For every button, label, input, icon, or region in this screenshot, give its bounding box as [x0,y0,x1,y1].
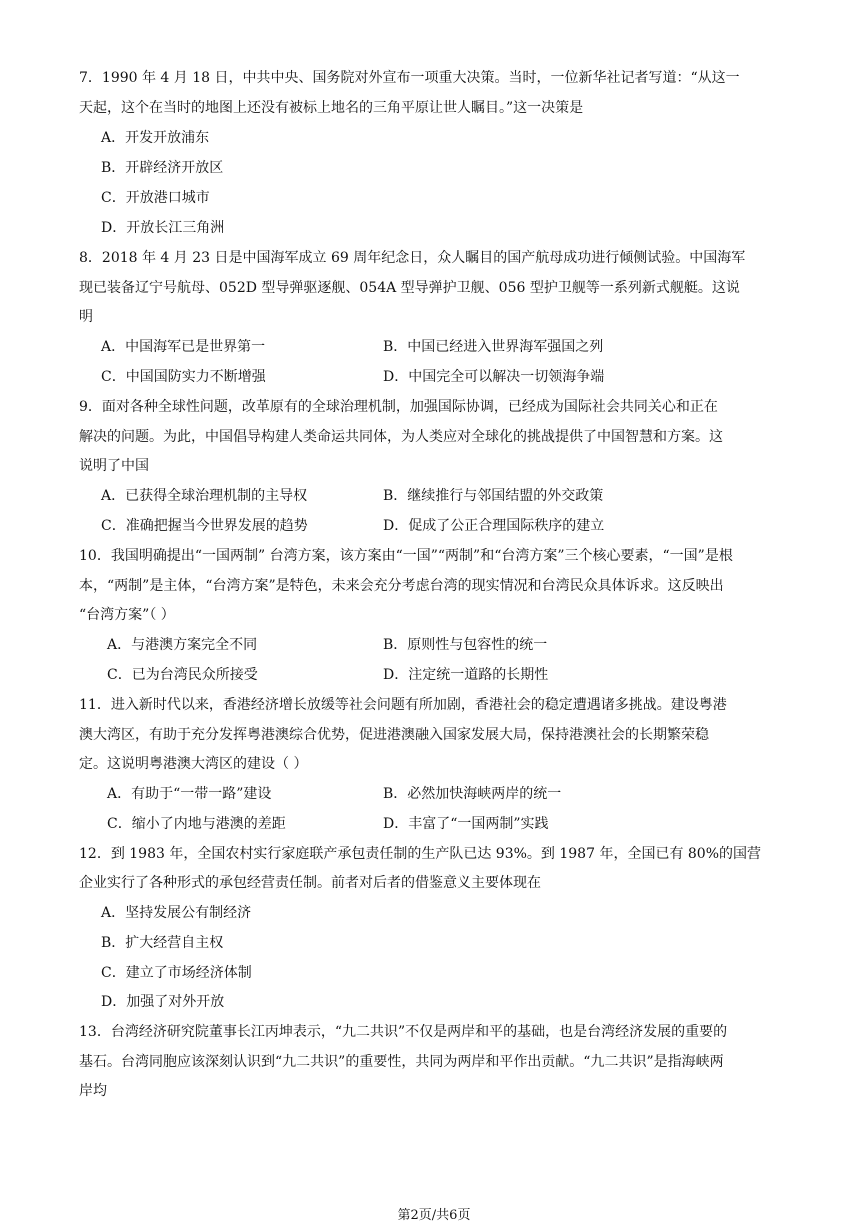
question-8-option-c: C．中国国防实力不断增强 [101,369,266,385]
question-9-line-2: 解决的问题。为此，中国倡导构建人类命运共同体，为人类应对全球化的挑战提供了中国智慧和方案。这 [79,429,723,445]
question-8-option-a: A．中国海军已是世界第一 [101,339,266,355]
question-12-option-b: B．扩大经营自主权 [101,935,224,951]
question-7-option-d: D．开放长江三角洲 [101,220,225,236]
question-10-option-a: A．与港澳方案完全不同 [107,637,258,653]
question-10-line-2: 本，“两制”是主体，“台湾方案”是特色，未来会充分考虑台湾的现实情况和台湾民众具体诉求。这反映出 [79,578,724,594]
question-9-option-d: D．促成了公正合理国际秩序的建立 [383,518,605,534]
question-8-line-3: 明 [79,309,93,325]
question-10-option-c: C．已为台湾民众所接受 [107,667,258,683]
question-13-line-3: 岸均 [79,1083,107,1099]
question-7-option-c: C．开放港口城市 [101,190,210,206]
question-9-option-a: A．已获得全球治理机制的主导权 [101,488,308,504]
question-11-option-c: C．缩小了内地与港澳的差距 [107,816,286,832]
question-10-option-d: D．注定统一道路的长期性 [383,667,549,683]
question-10-line-1: 10．我国明确提出“一国两制” 台湾方案，该方案由“一国”“两制”和“台湾方案”三个核心要素，“一国”是根 [79,548,733,564]
question-7-option-a: A．开发开放浦东 [101,130,210,146]
question-13-line-1: 13．台湾经济研究院董事长江丙坤表示，“九二共识”不仅是两岸和平的基础，也是台湾经济发展的重要的 [79,1024,728,1040]
question-8-option-b: B．中国已经进入世界海军强国之列 [383,339,604,355]
question-7-line-1: 7．1990 年 4 月 18 日，中共中央、国务院对外宣布一项重大决策。当时，一位新华社记者写道：“从这一 [79,70,740,86]
question-9-line-3: 说明了中国 [79,458,149,474]
question-11-line-2: 澳大湾区，有助于充分发挥粤港澳综合优势，促进港澳融入国家发展大局，保持港澳社会的长期繁荣稳 [79,727,709,743]
question-13-line-2: 基石。台湾同胞应该深刻认识到“九二共识”的重要性，共同为两岸和平作出贡献。“九二共识”是指海峡两 [79,1054,724,1070]
question-7-line-2: 天起，这个在当时的地图上还没有被标上地名的三角平原让世人瞩目。”这一决策是 [79,100,584,116]
question-8-line-2: 现已装备辽宁号航母、052D 型导弹驱逐舰、054A 型导弹护卫舰、056 型护卫舰等一系列新式舰艇。这说 [79,280,740,296]
question-12-line-1: 12．到 1983 年，全国农村实行家庭联产承包责任制的生产队已达 93%。到 1987 年，全国已有 80%的国营 [79,846,762,862]
question-11-option-d: D．丰富了“一国两制”实践 [383,816,549,832]
question-12-line-2: 企业实行了各种形式的承包经营责任制。前者对后者的借鉴意义主要体现在 [79,875,541,891]
question-9-line-1: 9．面对各种全球性问题，改革原有的全球治理机制，加强国际协调，已经成为国际社会共同关心和正在 [79,399,718,415]
question-10-option-b: B．原则性与包容性的统一 [383,637,548,653]
question-11-line-3: 定。这说明粤港澳大湾区的建设（ ） [79,756,308,772]
page-number-footer: 第2页/共6页 [397,1208,471,1223]
question-9-option-b: B．继续推行与邻国结盟的外交政策 [383,488,604,504]
question-8-option-d: D．中国完全可以解决一切领海争端 [383,369,605,385]
question-12-option-c: C．建立了市场经济体制 [101,965,252,981]
question-12-option-d: D．加强了对外开放 [101,994,225,1010]
question-11-option-b: B．必然加快海峡两岸的统一 [383,786,562,802]
question-7-option-b: B．开辟经济开放区 [101,160,224,176]
question-11-line-1: 11．进入新时代以来，香港经济增长放缓等社会问题有所加剧，香港社会的稳定遭遇诸多挑战。建设粤港 [79,697,727,713]
question-8-line-1: 8．2018 年 4 月 23 日是中国海军成立 69 周年纪念日，众人瞩目的国产航母成功进行倾侧试验。中国海军 [79,250,746,266]
question-9-option-c: C．准确把握当今世界发展的趋势 [101,518,308,534]
question-11-option-a: A．有助于“一带一路”建设 [107,786,272,802]
question-12-option-a: A．坚持发展公有制经济 [101,905,252,921]
question-10-line-3: “台湾方案”（ ） [79,607,175,623]
